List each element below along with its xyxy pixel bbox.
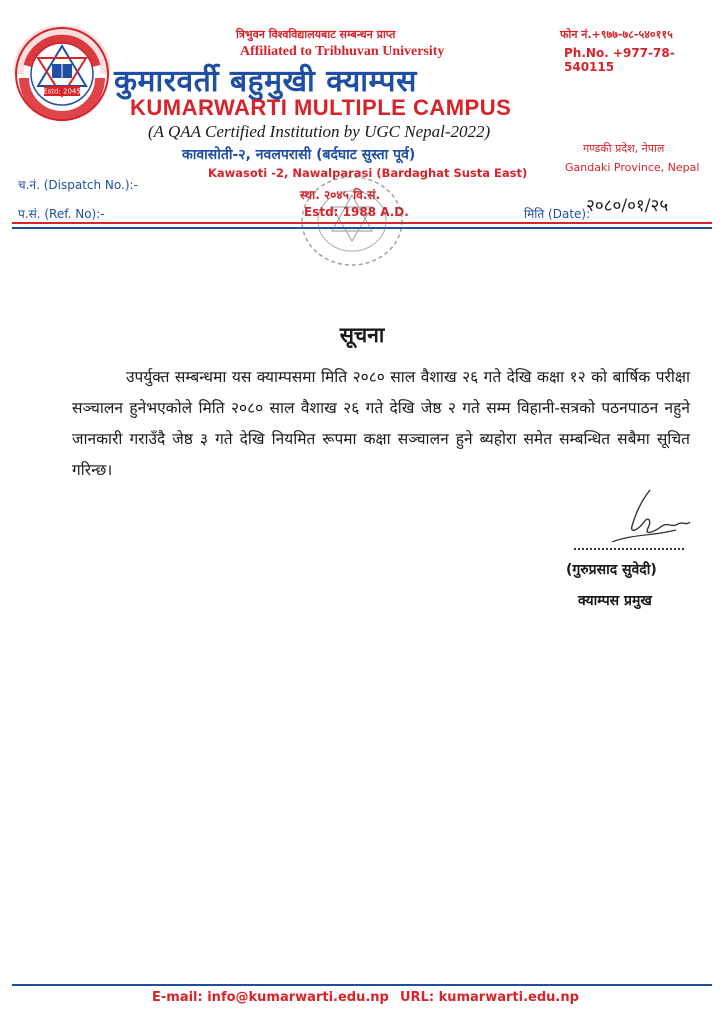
footer-divider <box>12 984 712 986</box>
phone-english: Ph.No. +977-78-540115 <box>564 46 675 74</box>
footer-url[interactable]: URL: kumarwarti.edu.np <box>400 990 579 1005</box>
phone-nepali: फोन नं.+९७७-७८-५४०११५ <box>560 28 673 41</box>
logo-estd: Estd: 2045 <box>43 87 81 96</box>
reference-number-label: प.सं. (Ref. No):- <box>18 207 105 221</box>
address-nepali: कावासोती-२, नवलपरासी (बर्दघाट सुस्ता पूर्व) <box>182 147 416 163</box>
address-english: Kawasoti -2, Nawalparasi (Bardaghat Susta East) <box>208 166 528 180</box>
affiliation-nepali: त्रिभुवन विश्वविद्यालयबाट सम्बन्धन प्राप्त <box>236 28 396 41</box>
footer-email[interactable]: E-mail: info@kumarwarti.edu.np <box>152 990 389 1005</box>
certification-line: (A QAA Certified Institution by UGC Nepal-2022) <box>148 122 491 141</box>
campus-stamp <box>292 173 412 269</box>
notice-paragraph: उपर्युक्त सम्बन्धमा यस क्याम्पसमा मिति २०८० साल वैशाख २६ गते देखि कक्षा १२ को बार्षिक परीक्षा सञ्चालन हुनेभएकोले मिति २०८० साल वैशाख २६ गते देखि जेष्ठ २ गते सम्म विहानी-सत्रको पठनपाठन नहुने जानकारी गराउँदै जेष्ठ ३ गते देखि नियमित रूपमा कक्षा सञ्चालन हुने ब्यहोरा समेत सम्बन्धित सबैमा सूचित गरिन्छ। <box>72 368 690 479</box>
notice-title: सूचना <box>339 323 385 347</box>
signer-name: (गुरुप्रसाद सुवेदी) <box>566 562 657 578</box>
province-english: Gandaki Province, Nepal <box>565 161 700 174</box>
signature-line <box>574 548 684 550</box>
established-english: Estd: 1988 A.D. <box>304 205 409 219</box>
signer-title: क्याम्पस प्रमुख <box>578 593 652 609</box>
date-value: २०८०/०१/२५ <box>586 196 669 216</box>
affiliation-english: Affiliated to Tribhuvan University <box>240 44 445 59</box>
notice-body <box>72 362 690 486</box>
handwritten-signature <box>592 486 692 550</box>
campus-name-english: KUMARWARTI MULTIPLE CAMPUS <box>130 95 512 120</box>
province-nepali: गण्डकी प्रदेश, नेपाल <box>583 142 665 155</box>
dispatch-number-label: च.नं. (Dispatch No.):- <box>18 178 138 192</box>
campus-name-nepali: कुमारवर्ती बहुमुखी क्याम्पस <box>114 64 417 99</box>
campus-logo <box>14 26 110 122</box>
date-label: मिति (Date): <box>524 207 591 221</box>
established-nepali: स्था. २०४५ वि.सं. <box>300 188 381 202</box>
